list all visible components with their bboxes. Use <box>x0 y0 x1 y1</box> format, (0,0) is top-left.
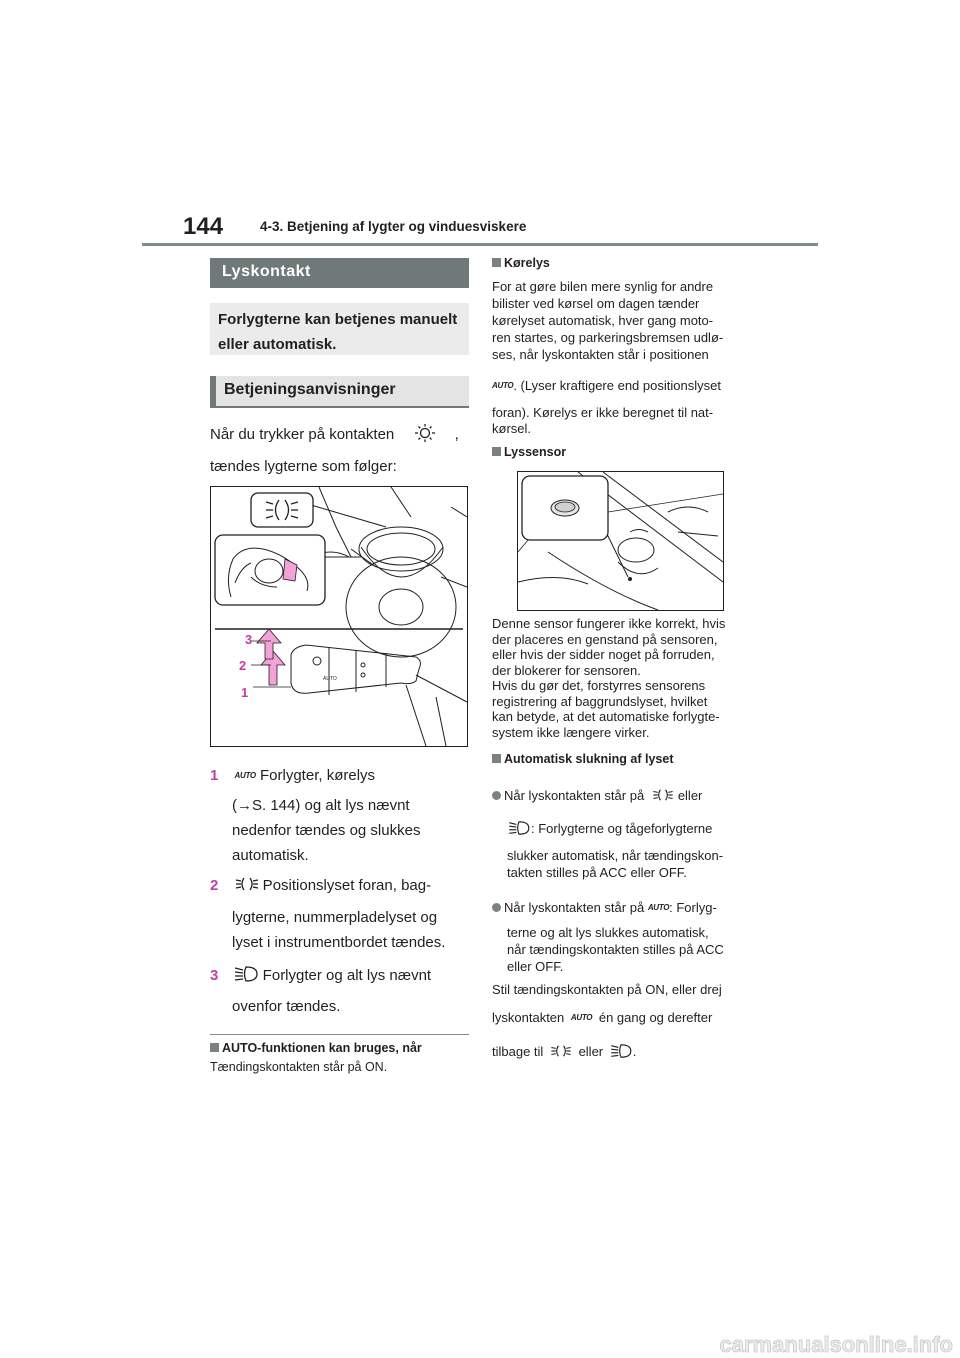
step-3-number: 3 <box>210 967 219 984</box>
sensor-line: kan betyde, at det automatiske forlygte- <box>492 709 720 724</box>
bullet-1-line-4: takten stilles på ACC eller OFF. <box>507 865 687 880</box>
bullet-1-text-c: : Forlygterne og tågeforlygterne <box>531 821 713 836</box>
auto-icon: AUTO <box>492 381 514 390</box>
bullet-1-line-1 <box>492 788 702 803</box>
step-3 <box>210 963 431 988</box>
bullet-1-text-b: eller <box>677 788 703 803</box>
auto-icon: AUTO <box>647 903 670 912</box>
sensor-figure <box>517 471 724 611</box>
page-number: 144 <box>183 213 224 240</box>
step-1-number: 1 <box>210 767 219 784</box>
bullet-2-line-2: terne og alt lys slukkes automatisk, <box>507 925 709 940</box>
lyssensor-heading-text: Lyssensor <box>504 445 567 459</box>
sensor-line: system ikke længere virker. <box>492 724 650 740</box>
lyssensor-heading <box>492 445 566 459</box>
auto-icon: AUTO <box>234 771 256 780</box>
sensor-illustration <box>518 472 723 610</box>
square-bullet-icon <box>210 1043 219 1052</box>
auto-icon: AUTO <box>570 1013 593 1022</box>
bullet-2-line-1 <box>492 900 717 915</box>
step-2-line3: lyset i instrumentbordet tændes. <box>232 934 446 951</box>
korelys-line-6-text: . (Lyser kraftigere end positionslyset <box>513 378 721 393</box>
press-line-2: tændes lygterne som følger: <box>210 458 397 475</box>
step-3-line2: ovenfor tændes. <box>232 998 341 1015</box>
betjening-heading-bar <box>210 376 469 408</box>
sensor-line: Denne sensor fungerer ikke korrekt, hvis <box>492 616 726 631</box>
autosluk-heading <box>492 752 673 766</box>
press-comma: , <box>454 426 459 443</box>
square-bullet-icon <box>492 754 501 763</box>
korelys-line: bilister ved kørsel om dagen tænder <box>492 296 700 311</box>
step-1-line2: (→S. 144) og alt lys nævnt <box>232 797 410 814</box>
sensor-line: der blokerer for sensoren. <box>492 662 641 678</box>
square-bullet-icon <box>492 447 501 456</box>
round-bullet-icon <box>492 791 501 800</box>
step-2 <box>210 873 431 898</box>
watermark-text: carmanualsonline.info <box>719 1332 953 1357</box>
sensor-line: registrering af baggrundslyset, hvilket <box>492 693 708 709</box>
end-line-3-a: tilbage til <box>492 1044 544 1059</box>
section-title: 4-3. Betjening af lygter og vinduesviskere <box>260 219 527 234</box>
lyskontakt-heading-bar <box>210 258 469 288</box>
step-1-line4: automatisk. <box>232 847 309 864</box>
intro-box <box>210 303 469 355</box>
step-1-text: Forlygter, kørelys <box>255 767 376 784</box>
position-light-icon <box>550 1044 572 1058</box>
korelys-line: kørelyset automatisk, hver gang moto- <box>492 313 714 328</box>
sensor-line: der placeres en genstand på sensoren, <box>492 631 718 647</box>
korelys-line: ren startes, og parkeringsbremsen udlø- <box>492 330 724 345</box>
callout-1: 1 <box>241 685 249 700</box>
auto-function-heading-text: AUTO-funktionen kan bruges, når <box>222 1041 422 1055</box>
sensor-paragraph <box>492 616 762 740</box>
headlight-icon <box>507 820 531 836</box>
step-3-text: Forlygter og alt lys nævnt <box>258 967 432 984</box>
betjening-heading: Betjeningsanvisninger <box>224 381 396 398</box>
bullet-2-text-b: : Forlyg- <box>669 900 717 915</box>
auto-function-text: Tændingskontakten står på ON. <box>210 1060 388 1074</box>
light-switch-illustration <box>211 487 467 746</box>
divider <box>210 1034 469 1035</box>
intro-text: Forlygterne kan betjenes manuelt eller automatisk. <box>218 311 458 353</box>
svg-text:AUTO: AUTO <box>323 676 337 682</box>
lyskontakt-heading: Lyskontakt <box>222 263 311 280</box>
bullet-1-line-3: slukker automatisk, når tændingskon- <box>507 848 724 863</box>
end-line-3-b: eller <box>578 1044 604 1059</box>
auto-function-heading <box>210 1041 422 1055</box>
step-2-number: 2 <box>210 877 219 894</box>
step-2-line2: lygterne, nummerpladelyset og <box>232 909 438 926</box>
light-switch-figure <box>210 486 468 747</box>
autosluk-heading-text: Automatisk slukning af lyset <box>504 752 674 766</box>
korelys-line: ses, når lyskontakten står i positionen <box>492 347 709 362</box>
korelys-paragraph <box>492 278 757 363</box>
step-1 <box>210 763 375 788</box>
korelys-line-8: kørsel. <box>492 421 531 436</box>
round-bullet-icon <box>492 903 501 912</box>
press-text: Når du trykker på kontakten <box>210 426 395 443</box>
sensor-line: eller hvis der sidder noget på forruden, <box>492 647 715 662</box>
korelys-heading <box>492 256 550 270</box>
step-2-text: Positionslyset foran, bag- <box>258 877 432 894</box>
callout-3: 3 <box>245 632 253 647</box>
sensor-line: Hvis du gør det, forstyrres sensorens <box>492 678 706 693</box>
callout-2: 2 <box>239 658 247 673</box>
position-light-icon <box>235 876 259 892</box>
header-rule <box>142 243 818 246</box>
korelys-line: For at gøre bilen mere synlig for andre <box>492 279 714 294</box>
headlight-icon <box>233 965 259 983</box>
bullet-1-line-2 <box>507 820 712 836</box>
bullet-2-line-3: når tændingskontakten stilles på ACC <box>507 942 724 957</box>
bullet-2-text-a: Når lyskontakten står på <box>504 900 645 915</box>
position-light-icon <box>652 788 674 802</box>
end-line-1: Stil tændingskontakten på ON, eller drej <box>492 982 722 997</box>
end-line-2 <box>492 1010 712 1025</box>
end-line-3 <box>492 1043 636 1059</box>
end-line-3-c: . <box>632 1044 637 1059</box>
korelys-line-6 <box>492 378 721 393</box>
heading-accent <box>210 376 216 408</box>
press-line <box>210 422 459 447</box>
watermark <box>0 1332 960 1358</box>
bullet-2-line-4: eller OFF. <box>507 959 564 974</box>
korelys-line-7: foran). Kørelys er ikke beregnet til nat- <box>492 405 714 420</box>
end-line-2-a: lyskontakten <box>492 1010 565 1025</box>
bullet-1-text-a: Når lyskontakten står på <box>504 788 645 803</box>
light-switch-icon <box>408 423 442 443</box>
end-line-2-b: én gang og derefter <box>598 1010 713 1025</box>
korelys-heading-text: Kørelys <box>504 256 550 270</box>
headlight-icon <box>609 1043 633 1059</box>
square-bullet-icon <box>492 258 501 267</box>
step-1-line3: nedenfor tændes og slukkes <box>232 822 421 839</box>
